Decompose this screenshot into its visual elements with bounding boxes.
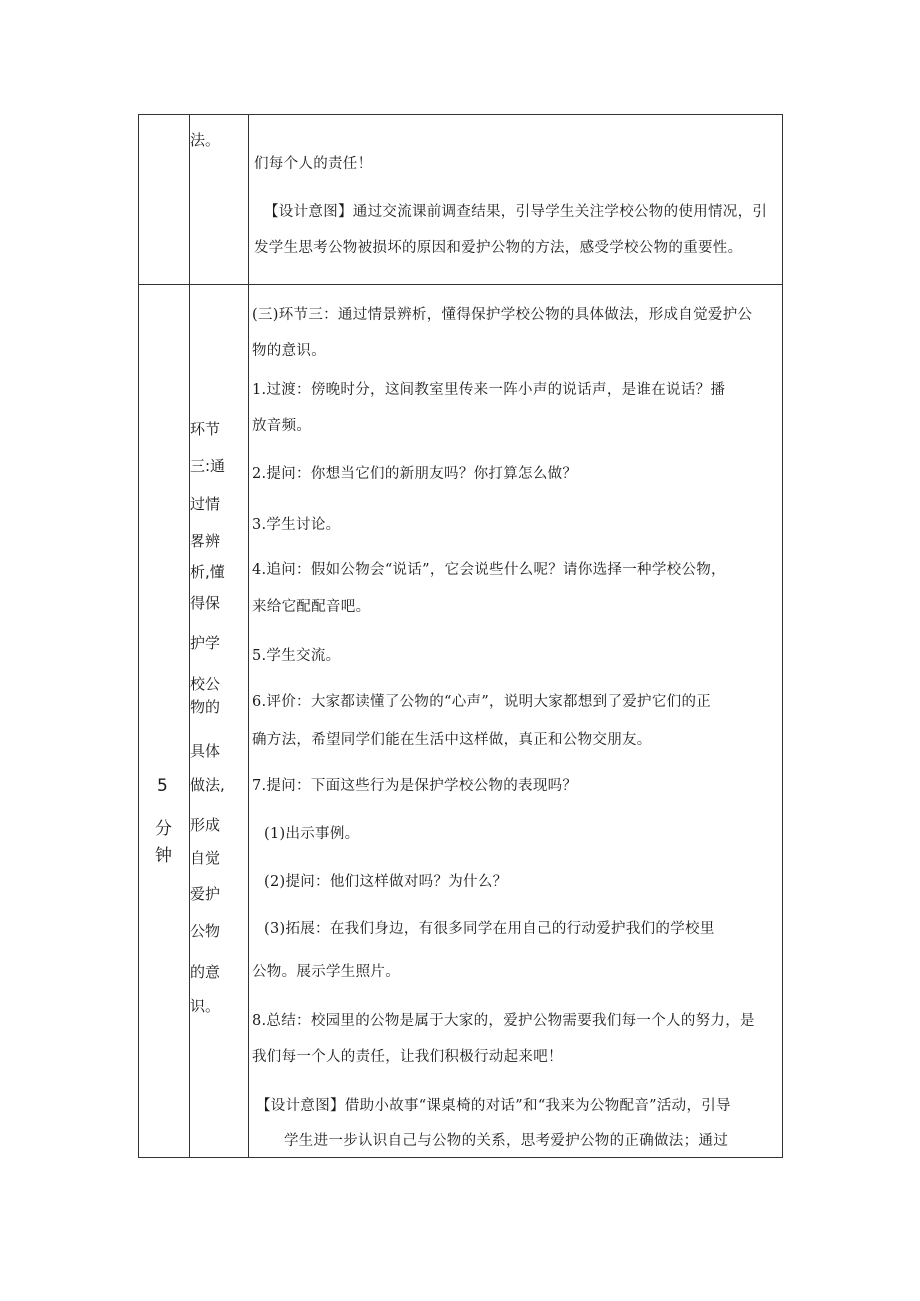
step-label-line: 的意 [190,963,221,981]
lesson-plan-table [138,114,783,1158]
content-line: (1)出示事例。 [264,826,360,842]
row1-step-text: 法。 [190,131,221,149]
step-label-line: 识。 [190,997,221,1015]
row-divider [139,284,782,285]
row1-line-1: 们每个人的责任！ [254,156,373,172]
time-number: 5 [157,776,168,796]
column-divider-2 [248,115,249,1157]
content-line: 来给它配配音吧。 [252,599,371,615]
step-label-line: 过情 [190,495,221,513]
step-label-line: 做法, [190,776,225,794]
content-line: (2)提问：他们这样做对吗？为什么？ [264,874,508,890]
content-line: 放音频。 [252,418,312,434]
step-label-line: 物的 [190,698,221,716]
step-label-line: 公物 [190,922,221,940]
content-line: 8.总结：校园里的公物是属于大家的，爱护公物需要我们每一个人的努力，是 [252,1013,755,1029]
step-label-line: 自觉 [190,849,221,867]
step-label-line: 校公 [190,675,221,693]
content-line: (3)拓展：在我们身边，有很多同学在用自己的行动爱护我们的学校里 [264,921,715,937]
content-line: 3.学生讨论。 [252,517,341,533]
content-line: 物的意识。 [252,343,326,359]
step-label-line: 三:通 [190,457,226,475]
content-line: 2.提问：你想当它们的新朋友吗？你打算怎么做？ [252,466,578,482]
content-line: 确方法，希望同学们能在生活中这样做，真正和公物交朋友。 [252,732,652,748]
content-line: 1.过渡：傍晚时分，这间教室里传来一阵小声的说话声，是谁在说话？播 [252,382,726,398]
content-line: 【设计意图】借助小故事“课桌椅的对话”和“我来为公物配音”活动，引导 [256,1098,731,1114]
content-line: 公物。展示学生照片。 [252,964,400,980]
time-unit-1: 分 [155,819,172,839]
content-line: (三)环节三：通过情景辨析，懂得保护学校公物的具体做法，形成自觉爱护公 [252,307,753,323]
content-line: 我们每一个人的责任，让我们积极行动起来吧！ [252,1049,563,1065]
step-label-line: 畧辨 [190,532,221,550]
step-label-line: 具体 [190,742,221,760]
content-line: 学生进一步认识自己与公物的关系，思考爱护公物的正确做法；通过 [284,1133,728,1149]
content-line: 5.学生交流。 [252,648,341,664]
step-label-line: 形成 [190,816,221,834]
step-label-line: 爱护 [190,885,221,903]
time-unit-2: 钟 [155,846,172,866]
content-line: 6.评价：大家都读懂了公物的“心声”，说明大家都想到了爱护它们的正 [252,694,712,710]
step-label-line: 析,懂 [190,563,225,581]
row1-design-intent-line-2: 发学生思考公物被损坏的原因和爱护公物的方法，感受学校公物的重要性。 [254,240,743,256]
step-label-line: 护学 [190,634,221,652]
content-line: 4.追问：假如公物会“说话”，它会说些什么呢？请你选择一种学校公物， [252,562,726,578]
step-label-line: 得保 [190,594,221,612]
step-label-line: 环节 [190,420,221,438]
content-line: 7.提问：下面这些行为是保护学校公物的表现吗？ [252,778,578,794]
row1-design-intent-line-1: 【设计意图】通过交流课前调查结果，引导学生关注学校公物的使用情况，引 [264,204,768,220]
